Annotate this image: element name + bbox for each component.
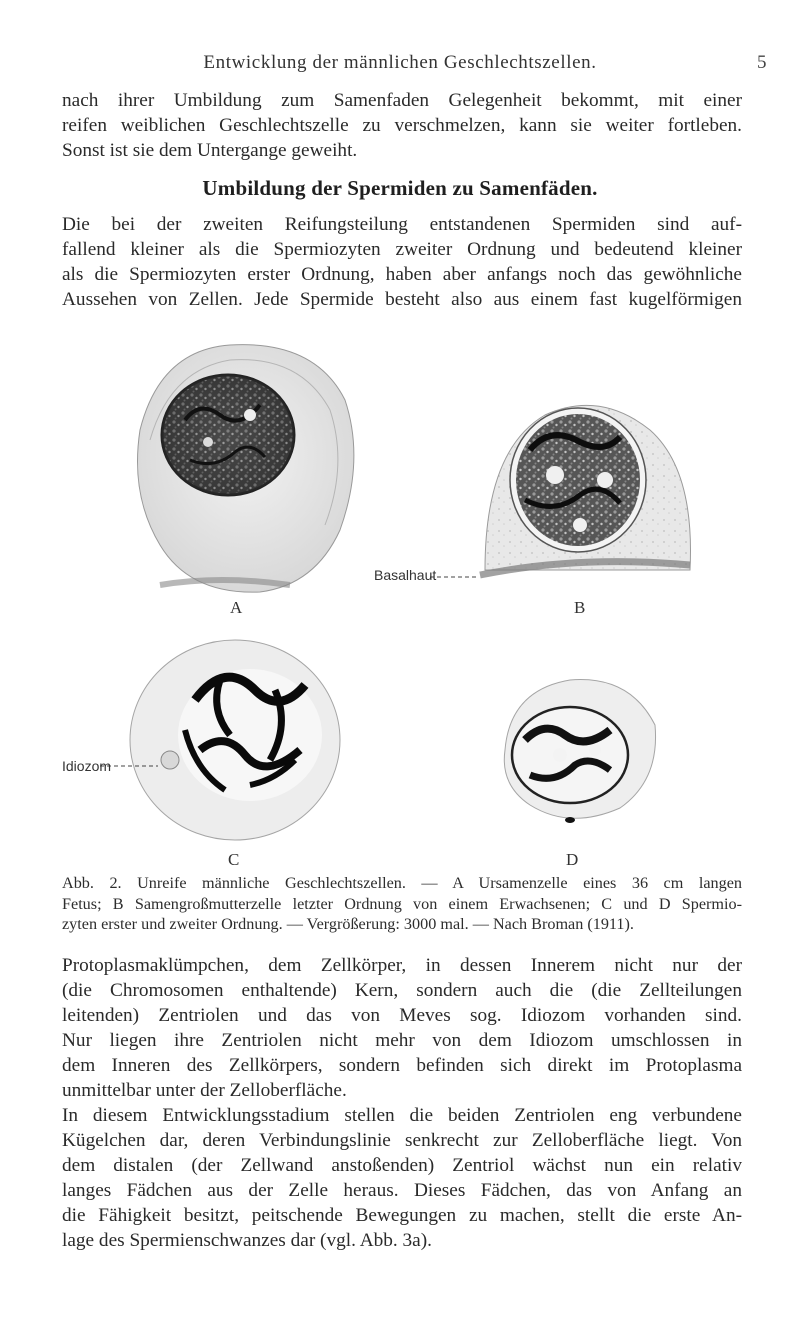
panel-d-cell [504, 680, 655, 823]
panel-label-a: A [230, 598, 243, 617]
text-line: In diesem Entwicklungsstadium stellen die beiden Zentriolen eng verbundene [62, 1105, 742, 1126]
text-line: reifen weiblichen Geschlechtszelle zu verschmelzen, kann sie weiter fortleben. [62, 115, 742, 136]
text-line: Aussehen von Zellen. Jede Spermide besteht also aus einem fast kugelförmigen [62, 289, 742, 310]
panel-a-cell [138, 345, 354, 593]
text-line: als die Spermiozyten erster Ordnung, haben aber anfangs noch das gewöhnliche [62, 264, 742, 285]
panel-label-c: C [228, 850, 240, 869]
text-line: lage des Spermienschwanzes dar (vgl. Abb. 3a). [62, 1230, 432, 1251]
figure-cells [62, 330, 700, 870]
section-paragraph [62, 212, 742, 312]
caption-line: Fetus; B Samengroßmutterzelle letzter Ordnung von einem Erwachsenen; C und D Spermio- [62, 894, 742, 913]
section-heading: Umbildung der Spermiden zu Samenfäden. [202, 176, 598, 200]
text-line: Die bei der zweiten Reifungsteilung entstandenen Spermiden sind auf- [62, 214, 742, 235]
text-line: leitenden) Zentriolen und das von Meves sog. Idiozom vorhanden sind. [62, 1005, 742, 1026]
text-line: fallend kleiner als die Spermiozyten zweiter Ordnung und bedeutend kleiner [62, 239, 742, 260]
micrograph-illustration [100, 330, 700, 870]
text-line: nach ihrer Umbildung zum Samenfaden Gelegenheit bekommt, mit einer [62, 90, 742, 111]
text-line: Sonst ist sie dem Untergange geweiht. [62, 140, 358, 161]
caption-line: zyten erster und zweiter Ordnung. — Vergrößerung: 3000 mal. — Nach Broman (1911). [62, 915, 634, 933]
text-line: die Fähigkeit besitzt, peitschende Bewegungen zu machen, stellt die erste An- [62, 1205, 742, 1226]
text-line: Kügelchen dar, deren Verbindungslinie senkrecht zur Zelloberfläche liegt. Von [62, 1130, 742, 1151]
panel-c-cell [100, 640, 340, 840]
label-basalhaut: Basalhaut [374, 567, 437, 583]
intro-paragraph [62, 88, 742, 163]
text-line: dem Inneren des Zellkörpers, sondern befinden sich direkt im Protoplasma [62, 1055, 742, 1076]
text-line: Protoplasmaklümpchen, dem Zellkörper, in dessen Innerem nicht nur der [62, 955, 742, 976]
label-idiozom: Idiozom [62, 758, 112, 774]
running-title: Entwicklung der männlichen Geschlechtszellen. [203, 52, 597, 73]
text-line: Nur liegen ihre Zentriolen nicht mehr von dem Idiozom umschlossen in [62, 1030, 742, 1051]
page-number: 5 [757, 52, 767, 73]
running-head [0, 52, 800, 82]
panel-label-d: D [566, 850, 579, 869]
panel-b-cell [430, 405, 691, 577]
panel-label-b: B [574, 598, 586, 617]
text-line: (die Chromosomen enthaltende) Kern, sondern auch die (die Zellteilungen [62, 980, 742, 1001]
text-line: langes Fädchen aus der Zelle heraus. Dieses Fädchen, das von Anfang an [62, 1180, 742, 1201]
body-paragraph-2 [62, 1103, 742, 1253]
text-line: dem distalen (der Zellwand anstoßenden) Zentriol wächst nun ein relativ [62, 1155, 742, 1176]
text-line: unmittelbar unter der Zelloberfläche. [62, 1080, 347, 1101]
figure-caption [62, 873, 742, 935]
body-paragraph-1 [62, 953, 742, 1103]
caption-line: Abb. 2. Unreife männliche Geschlechtszellen. — A Ursamenzelle eines 36 cm langen [62, 874, 742, 892]
